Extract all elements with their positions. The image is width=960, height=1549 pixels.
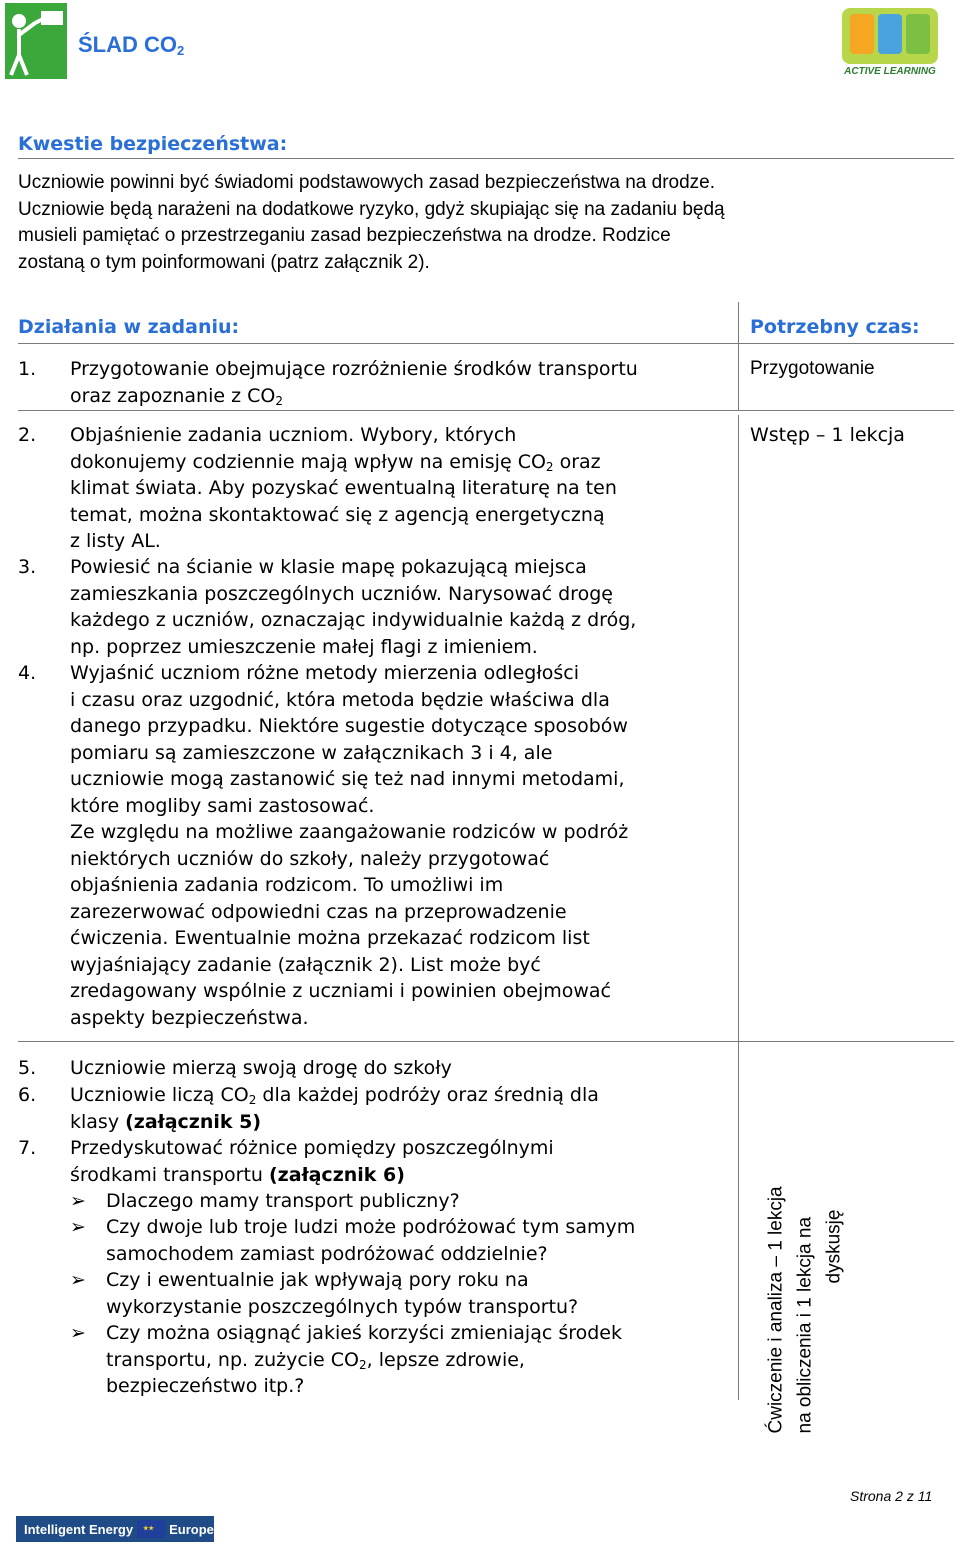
item-number: 6. [18, 1084, 37, 1106]
item-number: 2. [18, 424, 37, 446]
list-item: Przedyskutować różnice pomiędzy poszczególnymi środkami transportu (załącznik 6) [70, 1137, 554, 1186]
bullet-item: Czy i ewentualnie jak wpływają pory roku na wykorzystanie poszczególnych typów transportu? [106, 1269, 579, 1318]
active-learning-text: ACTIVE LEARNING [844, 66, 936, 77]
item-number: 5. [18, 1057, 37, 1079]
arrow-bullet-icon: ➢ [70, 1216, 86, 1238]
item-number: 3. [18, 556, 37, 578]
list-item: Wyjaśnić uczniom różne metody mierzenia odległości i czasu oraz uzgodnić, która metoda będzie właściwa dla danego przypadku. Niektóre sugestie dotyczące sposobów pomiaru są zamieszczone w załącznikach 3 i 4, ale uczniowie mogą zastanowić się też nad innymi metodami, które mogliby sami zastosować. Ze względu na możliwe zaangażowanie rodziców w podróż niektórych uczniów do szkoły, należy przygotować objaśnienia zadania rodzicom. To umożliwi im zarezerwować odpowiedni czas na przeprowadzenie ćwiczenia. Ewentualnie można przekazać rodzicom list wyjaśniający zadanie (załącznik 2). List może być zredagowany wspólnie z uczniami i powinien obejmować aspekty bezpieczeństwa. [70, 662, 629, 1029]
eu-flag-icon [137, 1520, 165, 1538]
item-number: 1. [18, 358, 37, 380]
page-title: ŚLAD $CO_2$ [78, 32, 185, 58]
time-prep: Przygotowanie [750, 358, 875, 379]
list-item: Przygotowanie obejmujące rozróżnienie środków transportu oraz zapoznanie z $CO_2$ [70, 358, 638, 408]
bullet-item: Czy można osiągnąć jakieś korzyści zmieniając środek transportu, np. zużycie $CO_2$, lepsze zdrowie, bezpieczeństwo itp.? [106, 1322, 622, 1397]
time-intro: Wstęp – 1 lekcja [750, 424, 905, 446]
arrow-bullet-icon: ➢ [70, 1190, 86, 1212]
page-number: Strona 2 z 11 [850, 1488, 933, 1504]
divider [18, 410, 954, 411]
column-divider [738, 302, 739, 410]
time-heading: Potrzebny czas: [750, 316, 920, 338]
bullet-item: Dlaczego mamy transport publiczny? [106, 1190, 460, 1212]
divider [18, 343, 954, 344]
presenter-logo-icon [5, 3, 67, 79]
divider [18, 158, 954, 159]
arrow-bullet-icon: ➢ [70, 1269, 86, 1291]
bullet-item: Czy dwoje lub troje ludzi może podróżować tym samym samochodem zamiast podróżować oddzielnie? [106, 1216, 636, 1265]
time-activity-vertical: Ćwiczenie i analiza – 1 lekcja na obliczenia i 1 lekcja na dyskusję [765, 1186, 845, 1434]
active-learning-logo [836, 4, 944, 82]
actions-heading: Działania w zadaniu: [18, 316, 240, 338]
list-item: Objaśnienie zadania uczniom. Wybory, których dokonujemy codziennie mają wpływ na emisję $CO_2$ oraz klimat świata. Aby pozyskać ewentualną literaturę na ten temat, można skontaktować się z agencją energetyczną z listy AL. [70, 424, 617, 552]
item-number: 7. [18, 1137, 37, 1159]
safety-text: Uczniowie powinni być świadomi podstawowych zasad bezpieczeństwa na drodze. Uczniowie będą narażeni na dodatkowe ryzyko, gdyż skupiając się na zadaniu będą musieli pamiętać o przestrzeganiu zasad bezpieczeństwa na drodze. Rodzice zostaną o tym poinformowani (patrz załącznik 2). [18, 172, 725, 273]
item-number: 4. [18, 662, 37, 684]
list-item: Uczniowie mierzą swoją drogę do szkoły [70, 1057, 452, 1079]
safety-heading: Kwestie bezpieczeństwa: [18, 133, 288, 155]
intelligent-energy-logo: Intelligent Energy ★★ Europe [16, 1516, 214, 1542]
list-item: Powiesić na ścianie w klasie mapę pokazującą miejsca zamieszkania poszczególnych uczniów. Narysować drogę każdego z uczniów, oznaczając indywidualnie każdą z dróg, np. poprzez umieszczenie małej flagi z imieniem. [70, 556, 637, 658]
list-item: Uczniowie liczą $CO_2$ dla każdej podróży oraz średnią dla klasy (załącznik 5) [70, 1084, 599, 1133]
arrow-bullet-icon: ➢ [70, 1322, 86, 1344]
divider [18, 1041, 954, 1042]
